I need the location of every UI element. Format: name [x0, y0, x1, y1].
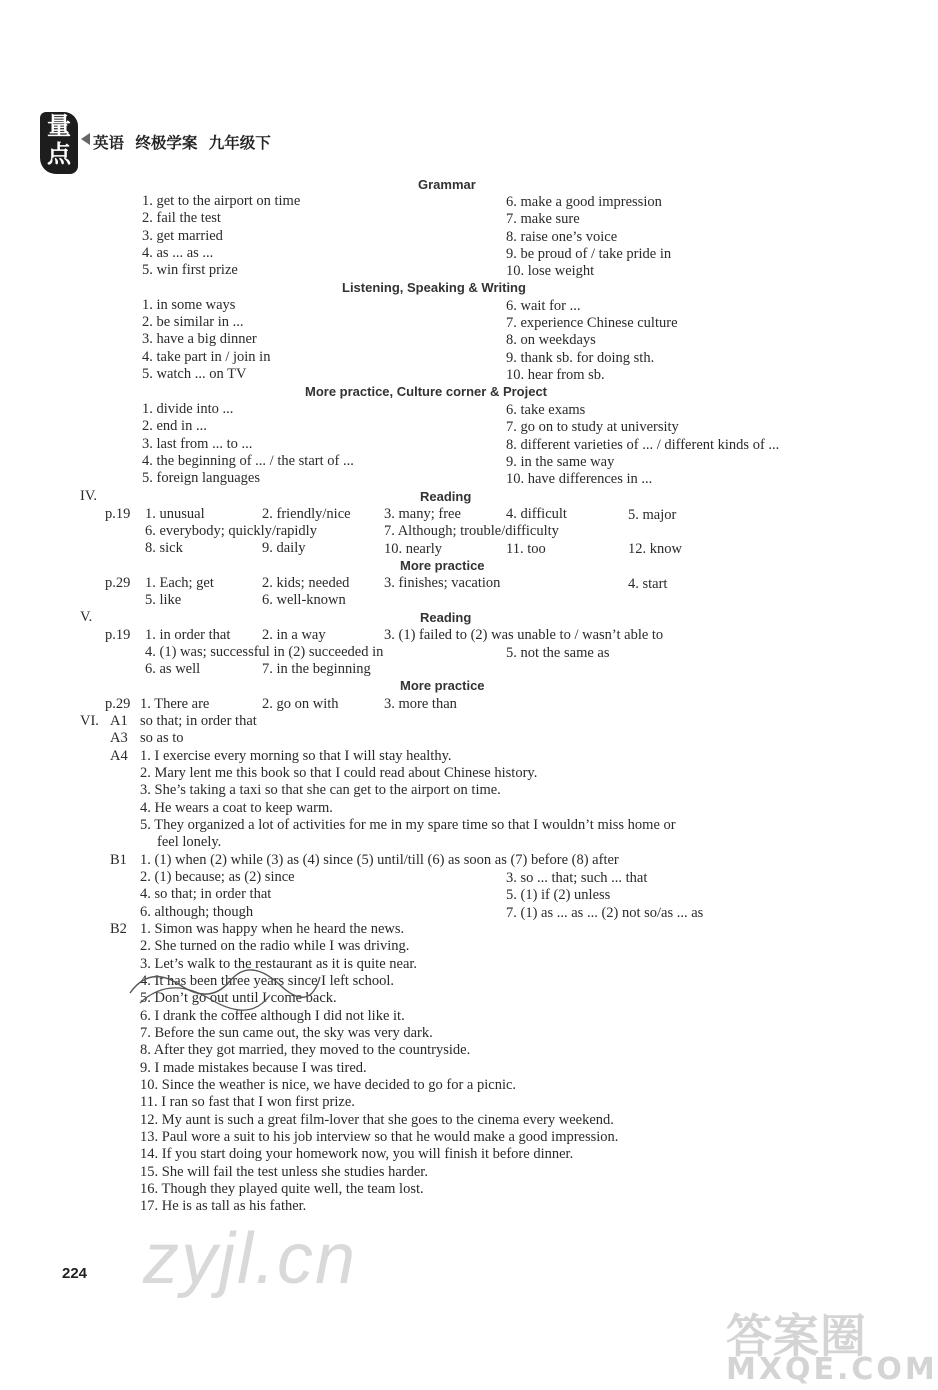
answer-line: 10. have differences in ...: [506, 471, 653, 487]
answer-line: 1. in some ways: [142, 297, 236, 313]
answer-line: 3. so ... that; such ... that: [506, 870, 648, 886]
answer-line: 8. on weekdays: [506, 332, 596, 348]
answer-line: 6. although; though: [140, 904, 254, 920]
brand-logo: [40, 112, 78, 174]
answer-line: 1. unusual: [145, 506, 205, 522]
answer-line: 5. They organized a lot of activities for me in my spare time so that I wouldn’t miss home or: [140, 817, 676, 833]
answer-line: p.19: [105, 506, 131, 522]
answer-line: 4. (1) was; successful in (2) succeeded in: [145, 644, 384, 660]
answer-line: 6. take exams: [506, 402, 586, 418]
book-title: 英语 终极学案 九年级下: [93, 134, 271, 152]
answer-line: 5. major: [628, 507, 677, 523]
page-number: 224: [62, 1265, 88, 1282]
answer-line: 1. (1) when (2) while (3) as (4) since (5) until/till (6) as soon as (7) before (8) after: [140, 852, 619, 868]
answer-line: 9. daily: [262, 540, 306, 556]
answer-line: 4. as ... as ...: [142, 245, 214, 261]
answer-line: 3. Let’s walk to the restaurant as it is quite near.: [140, 956, 418, 972]
answer-line: 15. She will fail the test unless she studies harder.: [140, 1164, 428, 1180]
answer-line: B2: [110, 921, 127, 937]
answer-line: 1. Simon was happy when he heard the news.: [140, 921, 405, 937]
answer-line: 8. After they got married, they moved to the countryside.: [140, 1042, 471, 1058]
answer-line: 10. nearly: [384, 541, 442, 557]
answer-line: 4. the beginning of ... / the start of ...: [142, 453, 354, 469]
site-watermark: zyjl.cn: [143, 1219, 358, 1299]
answer-line: 2. in a way: [262, 627, 326, 643]
answer-line: 17. He is as tall as his father.: [140, 1198, 307, 1214]
answer-line: 3. more than: [384, 696, 457, 712]
answer-line: 8. sick: [145, 540, 183, 556]
answer-line: 3. last from ... to ...: [142, 436, 253, 452]
answer-line: 7. in the beginning: [262, 661, 371, 677]
answer-line: 3. many; free: [384, 506, 461, 522]
answer-line: 8. different varieties of ... / different kinds of ...: [506, 437, 780, 453]
answer-line: 4. He wears a coat to keep warm.: [140, 800, 333, 816]
answer-line: 2. go on with: [262, 696, 339, 712]
answer-line: 5. foreign languages: [142, 470, 260, 486]
answer-line: 12. My aunt is such a great film-lover that she goes to the cinema every weekend.: [140, 1112, 614, 1128]
answer-line: 5. win first prize: [142, 262, 238, 278]
answer-line: p.19: [105, 627, 131, 643]
answer-line: so that; in order that: [140, 713, 257, 729]
answer-line: so as to: [140, 730, 184, 746]
answer-line: B1: [110, 852, 127, 868]
answer-line: 2. end in ...: [142, 418, 207, 434]
answer-line: 3. have a big dinner: [142, 331, 257, 347]
answer-line: 7. (1) as ... as ... (2) not so/as ... as: [506, 905, 704, 921]
answer-line: 7. Before the sun came out, the sky was very dark.: [140, 1025, 433, 1041]
answer-line: 3. She’s taking a taxi so that she can get to the airport on time.: [140, 782, 501, 798]
answer-line: 3. finishes; vacation: [384, 575, 501, 591]
answer-line: V.: [80, 609, 93, 625]
answer-line: 1. I exercise every morning so that I will stay healthy.: [140, 748, 452, 764]
answer-line: 14. If you start doing your homework now, you will finish it before dinner.: [140, 1146, 574, 1162]
answer-line: 5. Don’t go out until I come back.: [140, 990, 337, 1006]
answer-line: 2. Mary lent me this book so that I could read about Chinese history.: [140, 765, 538, 781]
answer-line: 3. get married: [142, 228, 223, 244]
answer-line: 6. well-known: [262, 592, 346, 608]
section-heading: Reading: [420, 610, 472, 625]
answer-line: 2. kids; needed: [262, 575, 350, 591]
answer-line: 6. wait for ...: [506, 298, 581, 314]
answer-line: 7. Although; trouble/difficulty: [384, 523, 559, 539]
answer-line: 6. make a good impression: [506, 194, 662, 210]
answer-line: 12. know: [628, 541, 682, 557]
answer-line: 2. be similar in ...: [142, 314, 244, 330]
section-heading: Reading: [420, 489, 472, 504]
answer-line: p.29: [105, 575, 131, 591]
answer-line: 5. like: [145, 592, 182, 608]
answer-line: 4. difficult: [506, 506, 567, 522]
answer-line: 4. so that; in order that: [140, 886, 272, 902]
answer-line: 3. (1) failed to (2) was unable to / wasn’t able to: [384, 627, 664, 643]
answer-line: 2. (1) because; as (2) since: [140, 869, 295, 885]
answer-line: 1. There are: [140, 696, 210, 712]
answer-line: 10. hear from sb.: [506, 367, 605, 383]
answer-line: 13. Paul wore a suit to his job interview so that he would make a good impression.: [140, 1129, 619, 1145]
answer-line: 2. fail the test: [142, 210, 221, 226]
arrow-left-icon: [81, 133, 90, 145]
section-heading: Grammar: [418, 177, 476, 192]
answer-line: 2. friendly/nice: [262, 506, 351, 522]
answer-line: A1: [110, 713, 128, 729]
answer-line: A4: [110, 748, 128, 764]
section-heading: Listening, Speaking & Writing: [342, 280, 526, 295]
answer-line: 10. lose weight: [506, 263, 595, 279]
answer-line: 4. take part in / join in: [142, 349, 271, 365]
answer-line: 9. in the same way: [506, 454, 615, 470]
answer-line: 1. get to the airport on time: [142, 193, 301, 209]
brand-watermark: 答案圈: [726, 1309, 867, 1363]
section-heading: More practice: [400, 558, 485, 573]
answer-line: feel lonely.: [157, 834, 222, 850]
logo-char-1: 量: [47, 112, 71, 140]
brand-url-watermark: MXQE.COM: [726, 1352, 938, 1387]
answer-line: 1. Each; get: [145, 575, 214, 591]
answer-line: 6. everybody; quickly/rapidly: [145, 523, 317, 539]
answer-line: 9. be proud of / take pride in: [506, 246, 672, 262]
section-heading: More practice: [400, 678, 485, 693]
answer-line: 11. I ran so fast that I won first prize.: [140, 1094, 355, 1110]
section-heading: More practice, Culture corner & Project: [305, 384, 548, 399]
answer-line: 16. Though they played quite well, the team lost.: [140, 1181, 424, 1197]
scribble-watermark: [110, 955, 340, 1015]
answer-line: 9. I made mistakes because I was tired.: [140, 1060, 367, 1076]
answer-line: 9. thank sb. for doing sth.: [506, 350, 655, 366]
answer-line: 7. experience Chinese culture: [506, 315, 678, 331]
answer-line: 2. She turned on the radio while I was driving.: [140, 938, 410, 954]
answer-line: IV.: [80, 488, 98, 504]
answer-line: 1. in order that: [145, 627, 231, 643]
answer-line: 10. Since the weather is nice, we have decided to go for a picnic.: [140, 1077, 517, 1093]
answer-line: p.29: [105, 696, 131, 712]
answer-line: 4. start: [628, 576, 668, 592]
logo-char-2: 点: [47, 140, 71, 168]
answer-line: 5. (1) if (2) unless: [506, 887, 611, 903]
answer-line: 8. raise one’s voice: [506, 229, 618, 245]
answer-line: 7. go on to study at university: [506, 419, 679, 435]
answer-line: 7. make sure: [506, 211, 580, 227]
answer-line: 1. divide into ...: [142, 401, 234, 417]
answer-line: 5. watch ... on TV: [142, 366, 247, 382]
answer-line: 11. too: [506, 541, 546, 557]
answer-line: 6. I drank the coffee although I did not like it.: [140, 1008, 405, 1024]
answer-line: VI.: [80, 713, 99, 729]
answer-line: 5. not the same as: [506, 645, 610, 661]
answer-line: 4. It has been three years since I left school.: [140, 973, 395, 989]
answer-line: 6. as well: [145, 661, 201, 677]
answer-line: A3: [110, 730, 128, 746]
